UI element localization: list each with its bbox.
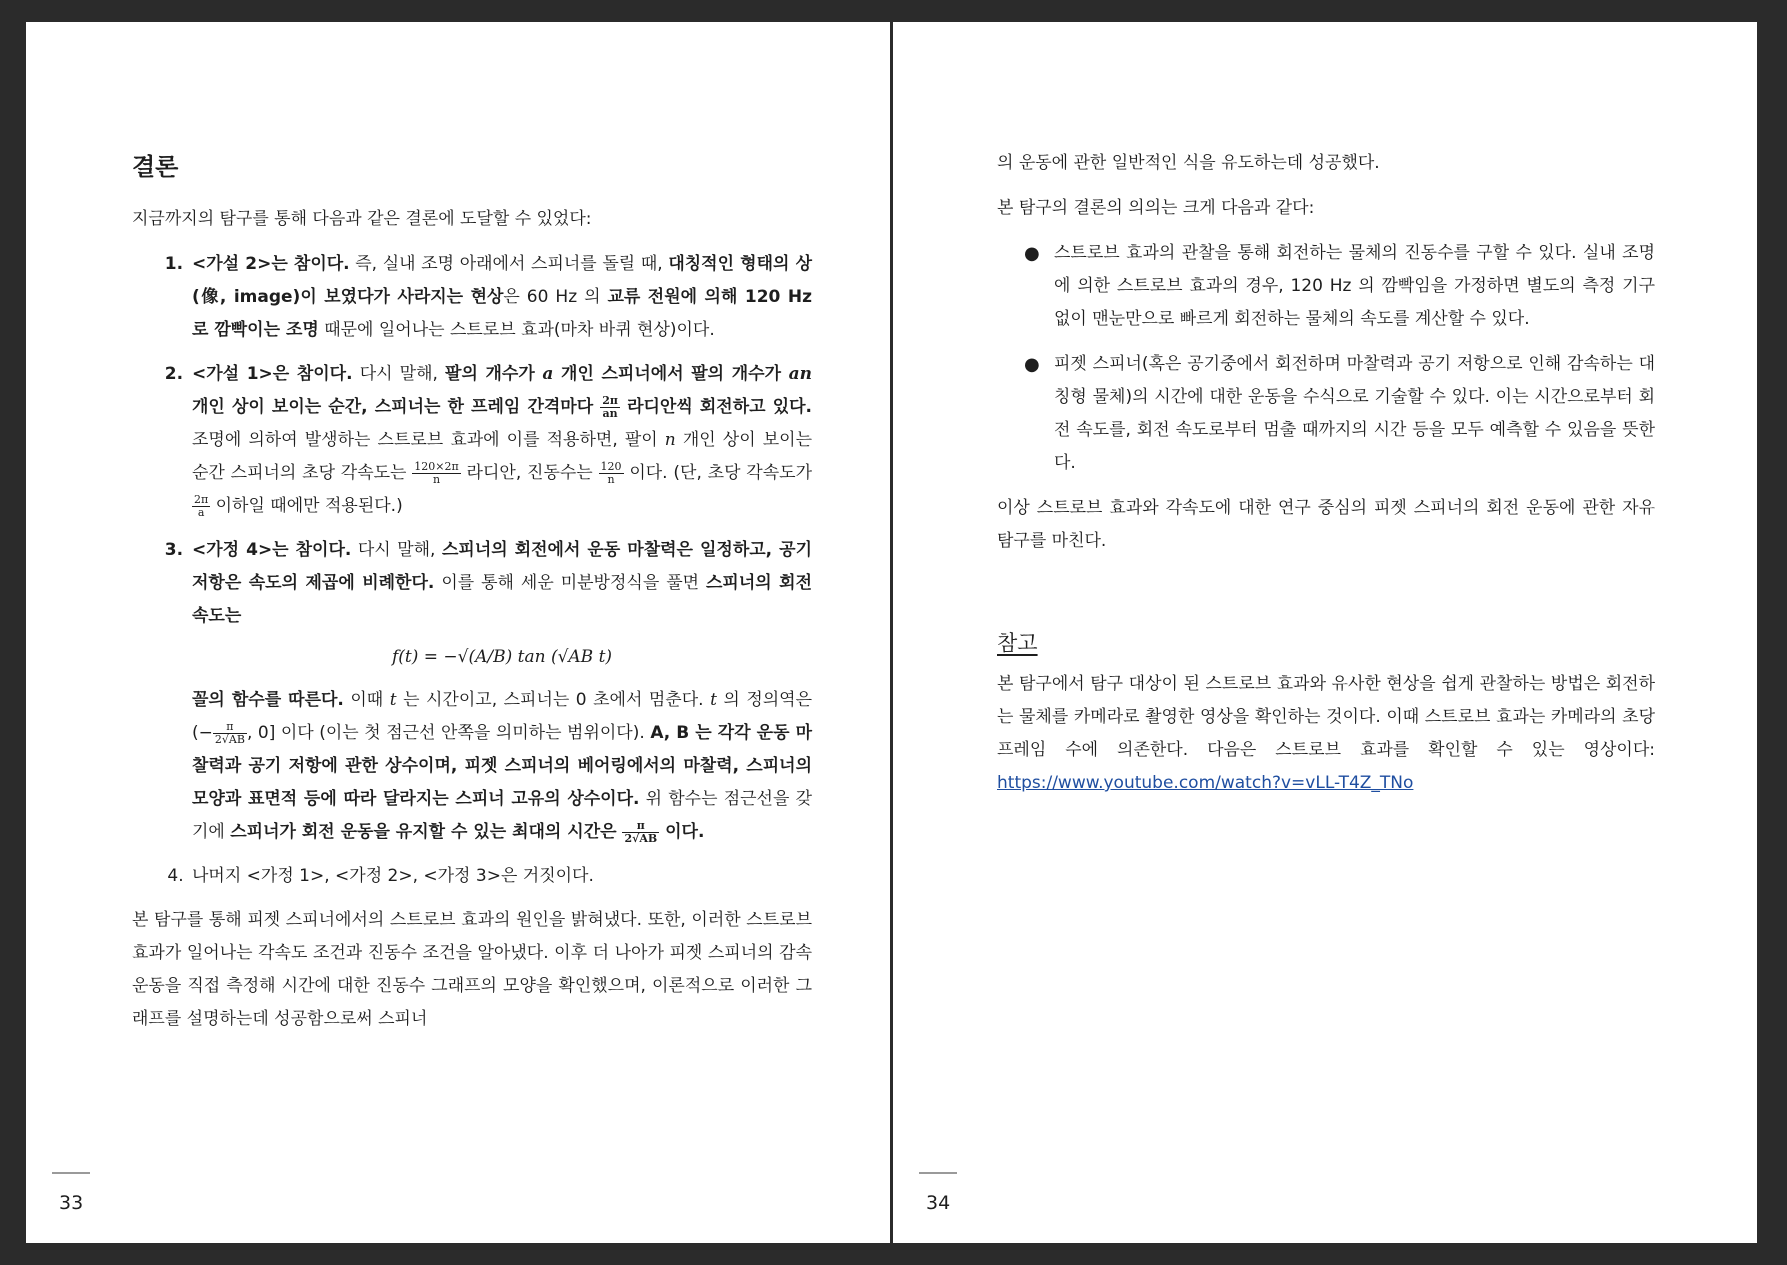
- conclusion-intro: 지금까지의 탐구를 통해 다음과 같은 결론에 도달할 수 있었다:: [132, 209, 592, 229]
- item3-math-t: t: [710, 690, 717, 710]
- significance-item-text: 피젯 스피너(혹은 공기중에서 회전하며 마찰력과 공기 저항으로 인해 감속하는 대칭형 물체)의 시간에 대한 운동을 수식으로 기술할 수 있다. 이는 시간으로부터 회전 속도를, 회전 속도로부터 멈출 때까지의 시간 등을 모두 예측할 수 있음을 뜻한다.: [1054, 354, 1655, 473]
- footer-rule: [52, 1172, 90, 1174]
- item3-bold-2: 스피너의 회전에서 운동 마찰력은 일정하고, 공기 저항은 속도의 제곱에 비례한다.: [192, 540, 812, 593]
- fraction-denominator: an: [602, 406, 618, 420]
- fraction-numerator: 120: [600, 459, 622, 473]
- fraction-numerator: π: [622, 820, 659, 833]
- footer-rule: [919, 1172, 957, 1174]
- conclusion-item-4: 4. 나머지 <가정 1>, <가정 2>, <가정 3>은 거짓이다.: [189, 860, 812, 893]
- item2-bold-4: 개인 상이 보이는 순간, 스피너는 한 프레임 간격마다: [192, 397, 601, 417]
- page-content-right: [997, 147, 1655, 812]
- conclusion-closing-paragraph: 본 탐구를 통해 피젯 스피너에서의 스트로브 효과의 원인을 밝혀냈다. 또한, 이러한 스트로브 효과가 일어나는 각속도 조건과 진동수 조건을 알아냈다. 이후 더 나아가 피젯 스피너의 감속 운동을 직접 측정해 시간에 대한 진동수 그래프의 모양을 확인했으며, 이론적으로 이러한 그래프를 설명하는데 성공함으로써 스피너: [132, 910, 812, 1029]
- fraction-domain-bound: [213, 721, 247, 746]
- item3-math-t: t: [389, 690, 397, 710]
- item1-text-2: 은 60 Hz 의: [503, 287, 608, 307]
- item3-text-2: 이를 통해 세운 미분방정식을 풀면: [434, 573, 706, 593]
- fraction-frequency: [599, 461, 624, 486]
- fraction-denominator: 2√AB: [214, 732, 245, 746]
- significance-intro: 본 탐구의 결론의 의의는 크게 다음과 같다:: [997, 198, 1315, 218]
- reference-text: 본 탐구에서 탐구 대상이 된 스트로브 효과와 유사한 현상을 쉽게 관찰하는 방법은 회전하는 물체를 카메라로 촬영한 영상을 확인하는 것이다. 이때 스트로브 효과는 카메라의 초당 프레임 수에 의존한다. 다음은 스트로브 효과를 확인할 수 있는 영상이다:: [997, 674, 1655, 760]
- conclusion-item-1: [189, 248, 812, 347]
- item3-text-6: , 0] 이다 (이는 첫 점근선 안쪽을 의미하는 범위이다).: [246, 723, 651, 743]
- page-number: 34: [926, 1192, 951, 1214]
- item2-bold-1: <가설 1>은 참이다.: [192, 364, 353, 384]
- conclusion-list: [132, 248, 812, 893]
- item2-bold-3: 개인 스피너에서 팔의 개수가: [553, 364, 789, 384]
- fraction-denominator: n: [607, 472, 615, 486]
- significance-item-text: 스트로브 효과의 관찰을 통해 회전하는 물체의 진동수를 구할 수 있다. 실내 조명에 의한 스트로브 효과의 경우, 120 Hz 의 깜빡임을 가정하면 별도의 측정 기구 없이 맨눈만으로 빠르게 회전하는 물체의 속도를 계산할 수 있다.: [1054, 243, 1655, 329]
- page-number: 33: [59, 1192, 84, 1214]
- item2-text-2: 조명에 의하여 발생하는 스트로브 효과에 이를 적용하면, 팔이: [192, 430, 665, 450]
- item2-bold-5: 라디안씩 회전하고 있다.: [619, 397, 812, 417]
- finish-paragraph: 이상 스트로브 효과와 각속도에 대한 연구 중심의 피젯 스피너의 회전 운동에 관한 자유 탐구를 마친다.: [997, 498, 1655, 551]
- item3-bold-3: 스피너의 회전 속도는: [192, 573, 813, 626]
- item2-math-n: n: [664, 430, 676, 450]
- section-heading-conclusion: 결론: [132, 153, 179, 181]
- continuation-paragraph: 의 운동에 관한 일반적인 식을 유도하는데 성공했다.: [997, 153, 1380, 173]
- fraction-numerator: 2π: [194, 492, 209, 506]
- fraction-2pi-over-an: [600, 395, 620, 420]
- section-heading-reference: 참고: [997, 631, 1038, 655]
- fraction-numerator: 2π: [602, 393, 618, 407]
- conclusion-item-2: [189, 358, 812, 523]
- item3-text-3: 이때: [343, 690, 390, 710]
- item1-text-3: 때문에 일어나는 스트로브 효과(마차 바퀴 현상)이다.: [318, 320, 715, 340]
- item2-text-5: 이다. (단, 초당 각속도가: [623, 463, 812, 483]
- item3-bold-5: A, B 는 각각 운동 마찰력과 공기 저항에 관한 상수이며, 피젯 스피너의 베어링에서의 마찰력, 스피너의 모양과 표면적 등에 따라 달라지는 스피너 고유의 상수이다.: [192, 723, 812, 809]
- item3-text-7: 위 함수는 점근선을 갖기에: [192, 789, 812, 842]
- bullet-icon: ●: [1024, 354, 1040, 375]
- bullet-icon: ●: [1024, 243, 1040, 264]
- conclusion-item-3: [189, 534, 812, 849]
- fraction-angular-velocity: [412, 461, 460, 486]
- item3-bold-7: 이다.: [659, 822, 705, 842]
- fraction-max-time: [622, 820, 659, 845]
- significance-item-2: [1024, 348, 1655, 480]
- velocity-formula: f(t) = −√(A/B) tan (√AB t): [391, 647, 613, 667]
- item3-text-4: 는 시간이고, 스피너는 0 초에서 멈춘다.: [396, 690, 711, 710]
- item2-math-an: an: [788, 364, 812, 384]
- item3-bold-4: 꼴의 함수를 따른다.: [192, 690, 344, 710]
- reference-paragraph: [997, 668, 1655, 800]
- item2-text-1: 다시 말해,: [352, 364, 446, 384]
- item2-text-3: 개인 상이 보이는 순간 스피너의 초당 각속도는: [192, 430, 812, 483]
- fraction-denominator: a: [197, 505, 205, 519]
- fraction-denominator: 2√AB: [624, 831, 658, 845]
- fraction-2pi-over-a: [192, 494, 210, 519]
- significance-list: [997, 237, 1655, 480]
- item2-math-a: a: [542, 364, 554, 384]
- item1-bold-1: <가설 2>는 참이다.: [192, 254, 350, 274]
- fraction-denominator: n: [432, 472, 441, 486]
- item2-bold-2: 팔의 개수가: [445, 364, 543, 384]
- page-content-left: [132, 147, 812, 1048]
- fraction-numerator: π: [213, 721, 247, 734]
- item2-text-4: 라디안, 진동수는: [460, 463, 599, 483]
- item3-bold-6: 스피너가 회전 운동을 유지할 수 있는 최대의 시간은: [230, 822, 623, 842]
- item2-text-6: 이하일 때에만 적용된다.): [210, 496, 403, 516]
- item1-bold-3: 교류 전원에 의해 120 Hz 로 깜빡이는 조명: [192, 287, 812, 340]
- document-page-left: [26, 22, 890, 1243]
- document-page-right: [893, 22, 1757, 1243]
- significance-item-1: [1024, 237, 1655, 336]
- item3-text-1: 다시 말해,: [351, 540, 442, 560]
- item1-bold-2: 대칭적인 형태의 상(像, image)이 보였다가 사라지는 현상: [192, 254, 812, 307]
- item3-bold-1: <가정 4>는 참이다.: [192, 540, 352, 560]
- item3-text-5: 의 정의역은 (−: [192, 690, 813, 743]
- fraction-numerator: 120×2π: [414, 459, 459, 473]
- reference-video-link[interactable]: https://www.youtube.com/watch?v=vLL-T4Z_TNo: [997, 773, 1414, 793]
- item1-text-1: 즉, 실내 조명 아래에서 스피너를 돌릴 때,: [349, 254, 669, 274]
